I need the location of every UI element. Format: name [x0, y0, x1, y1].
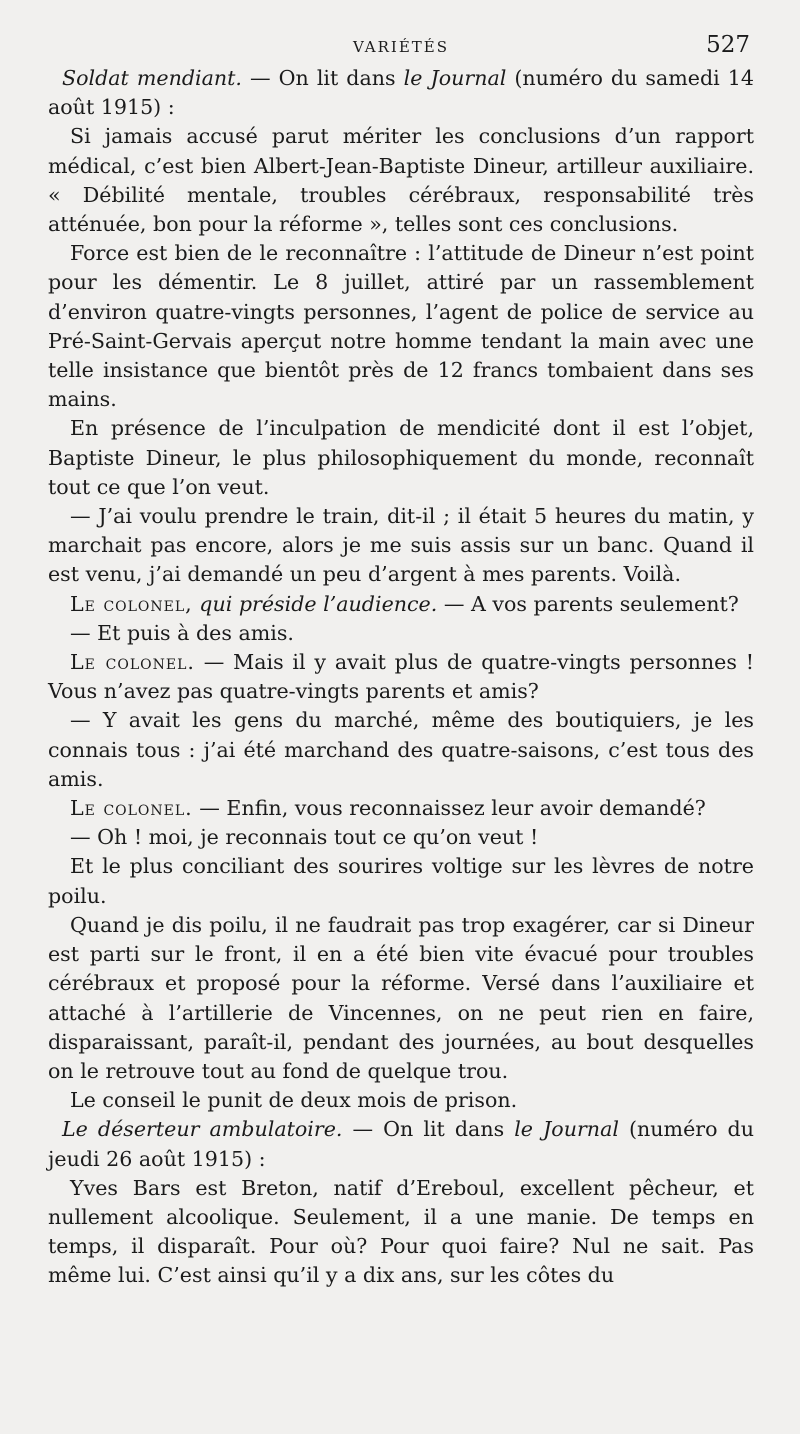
speaker-name: Le colonel, — [70, 591, 193, 616]
speaker-name: Le colonel. — [70, 796, 193, 821]
paragraph-text: — On lit dans — [241, 66, 404, 90]
dialogue-line: — J’ai voulu prendre le train, dit-il ; il était 5 heures du matin, y marchait pas encore, alors je me suis assis sur un banc. Quand il est venu, j’ai demandé un peu d’argent à mes parents. Voilà. — [48, 504, 754, 587]
paragraph-deserteur-ambulatoire — [48, 1115, 754, 1173]
dialogue-text: — Mais il y avait plus de quatre-vingts personnes ! Vous n’avez pas quatre-vingts parents et amis? — [48, 650, 754, 704]
running-title: VARIÉTÉS — [352, 38, 450, 56]
paragraph: Le conseil le punit de deux mois de prison. — [70, 1088, 518, 1113]
paragraph: Yves Bars est Breton, natif d’Ereboul, excellent pêcheur, et nullement alcoolique. Seulement, il a une manie. De temps en temps, il disparaît. Pour où? Pour quoi faire? Nul ne sait. Pas même lui. C’est ainsi qu’il y a dix ans, sur les côtes du — [48, 1175, 754, 1288]
dialogue-line — [48, 648, 754, 706]
section-title: Soldat mendiant. — [62, 66, 242, 90]
dialogue-line — [48, 794, 754, 823]
paragraph: En présence de l’inculpation de mendicité dont il est l’objet, Baptiste Dineur, le plus philosophiquement du monde, reconnaît tout ce que l’on veut. — [48, 416, 754, 499]
dialogue-line: — Oh ! moi, je reconnais tout ce qu’on veut ! — [70, 825, 539, 850]
dialogue-line: — Y avait les gens du marché, même des boutiquiers, je les connais tous : j’ai été marchand des quatre-saisons, c’est tous des amis. — [48, 708, 754, 791]
paragraph-text: (numéro du jeudi 26 août 1915) : — [48, 1117, 755, 1171]
source-name: le Journal — [514, 1117, 619, 1142]
speaker-name: Le colonel. — [70, 650, 195, 675]
paragraph-text: (numéro du samedi 14 août 1915) : — [48, 66, 754, 120]
dialogue-line — [48, 590, 754, 619]
paragraph: Si jamais accusé parut mériter les conclusions d’un rapport médical, c’est bien Albert-Jean-Baptiste Dineur, artilleur auxiliaire. « Débilité mentale, troubles cérébraux, responsabilité très atténuée, bon pour la réforme », telles sont ces conclusions. — [48, 124, 754, 237]
page-number: 527 — [706, 32, 750, 58]
paragraph-text: — On lit dans — [342, 1117, 515, 1142]
dialogue-line: — Et puis à des amis. — [70, 620, 294, 645]
stage-direction: qui préside l’audience. — [192, 591, 438, 616]
dialogue-text: — A vos parents seulement? — [437, 591, 739, 616]
paragraph: Force est bien de le reconnaître : l’attitude de Dineur n’est point pour les démentir. Le 8 juillet, attiré par un rassemblement d’environ quatre-vingts personnes, l’agent de police de service au Pré-Saint-Gervais aperçut notre homme tendant la main avec une telle insistance que bientôt près de 12 francs tombaient dans ses mains. — [48, 241, 754, 412]
dialogue-text: — Enfin, vous reconnaissez leur avoir demandé? — [192, 796, 706, 821]
section-title: Le déserteur ambulatoire. — [62, 1117, 343, 1142]
paragraph-soldat-mendiant — [48, 64, 754, 122]
body-text — [48, 64, 754, 1291]
source-name: le Journal — [403, 66, 507, 90]
page-header — [48, 24, 754, 64]
paragraph: Quand je dis poilu, il ne faudrait pas trop exagérer, car si Dineur est parti sur le front, il en a été bien vite évacué pour troubles cérébraux et proposé pour la réforme. Versé dans l’auxiliaire et attaché à l’artillerie de Vincennes, on ne peut rien en faire, disparaissant, paraît-il, pendant des journées, au bout desquelles on le retrouve tout au fond de quelque trou. — [48, 912, 754, 1083]
paragraph: Et le plus conciliant des sourires voltige sur les lèvres de notre poilu. — [48, 854, 754, 908]
